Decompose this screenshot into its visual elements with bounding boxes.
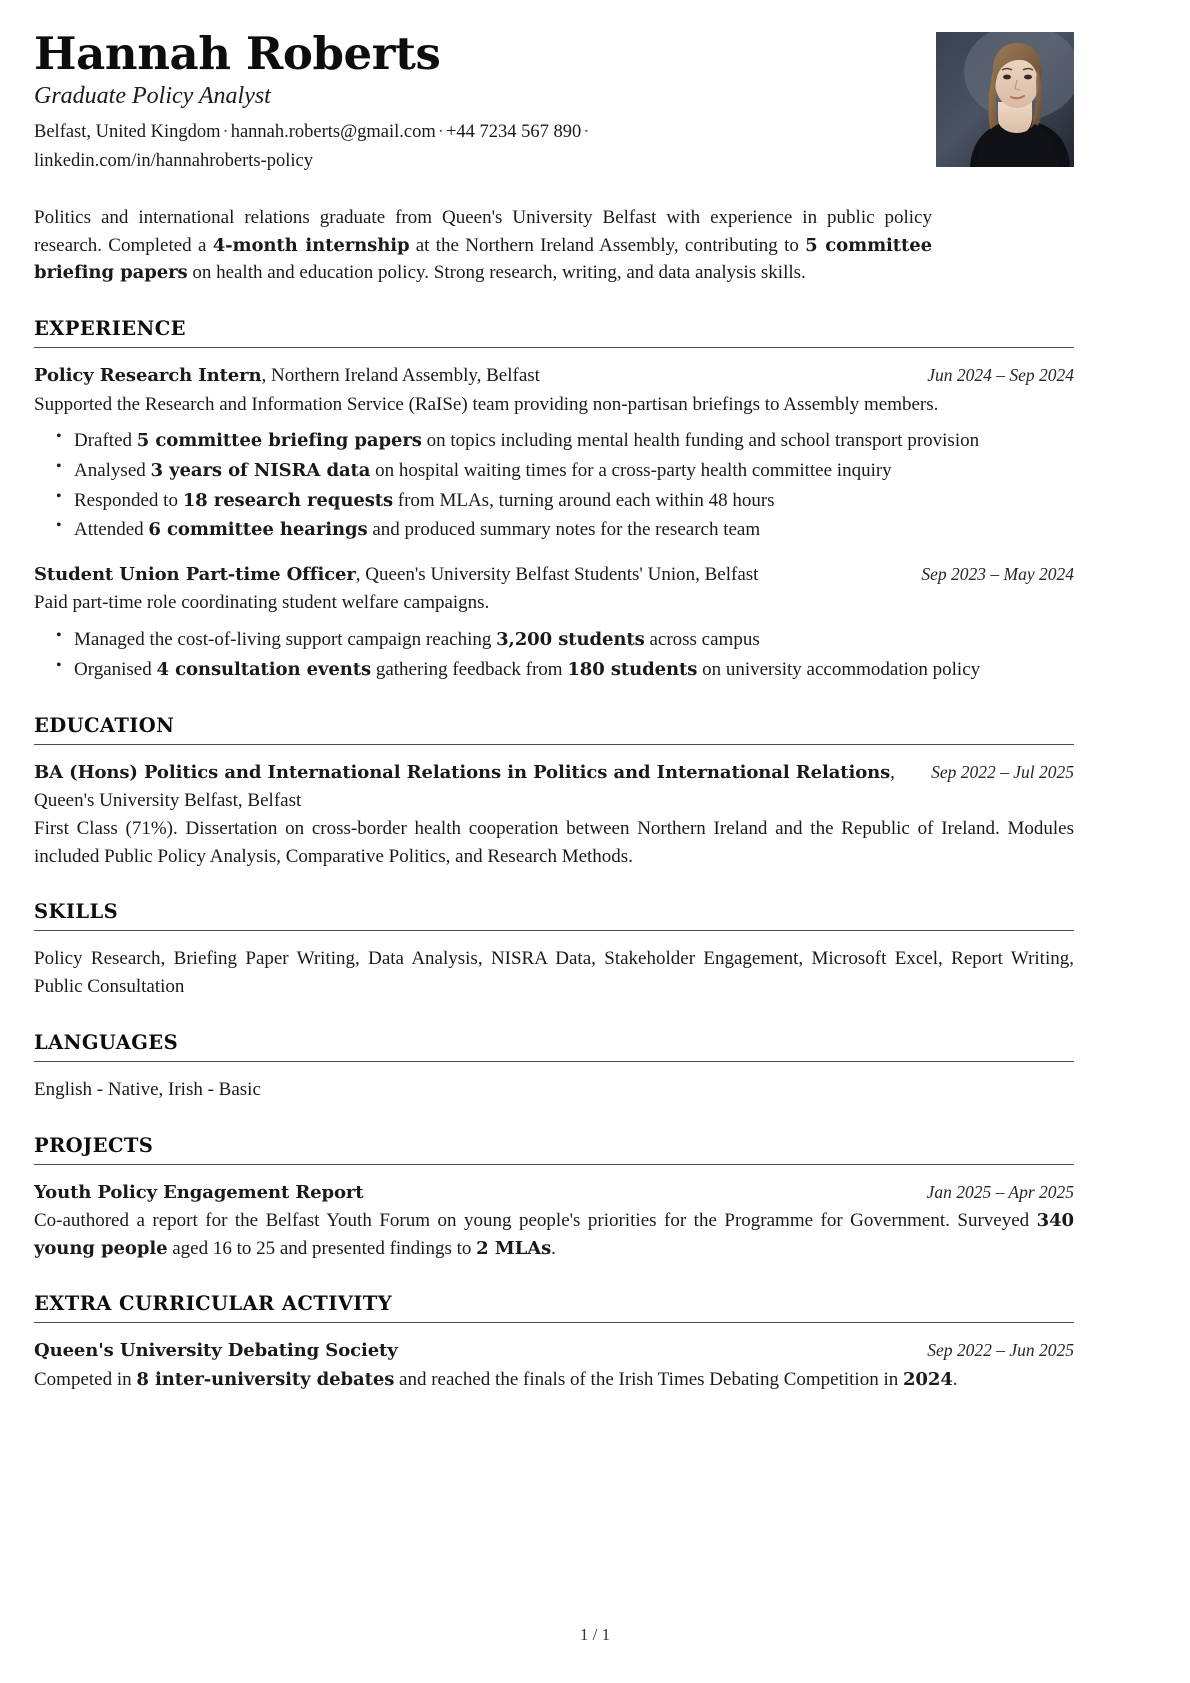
entry-title xyxy=(34,1179,909,1207)
contact-separator-2: · xyxy=(437,122,444,143)
body-text: from MLAs, turning around each within 48 hours xyxy=(393,489,775,511)
section-education xyxy=(34,714,1074,870)
emphasis-text: 2024 xyxy=(902,1368,953,1390)
section-divider xyxy=(34,930,1074,931)
emphasis-text: 6 committee hearings xyxy=(148,519,368,541)
body-text: Drafted xyxy=(74,430,137,452)
section-divider xyxy=(34,744,1074,745)
body-text: Responded to xyxy=(74,489,183,511)
body-text: at the Northern Ireland Assembly, contributing to xyxy=(409,234,806,256)
entry-header xyxy=(34,1337,1074,1365)
resume-header xyxy=(34,27,1074,180)
list-item xyxy=(56,456,1074,486)
section-languages xyxy=(34,1031,1074,1104)
entry-organisation: , Queen's University Belfast Students' Union, Belfast xyxy=(355,563,759,585)
emphasis-text: 5 committee briefing papers xyxy=(34,234,933,284)
list-item xyxy=(56,655,1074,685)
entry-date: Jan 2025 – Apr 2025 xyxy=(926,1181,1074,1202)
entry-header xyxy=(34,561,1074,589)
skills-text: Policy Research, Briefing Paper Writing, Data Analysis, NISRA Data, Stakeholder Engagement, Microsoft Excel, Report Writing, Public Consultation xyxy=(34,948,1074,998)
body-text: Competed in xyxy=(34,1368,137,1390)
entry-date: Sep 2022 – Jul 2025 xyxy=(931,762,1074,783)
section-divider xyxy=(34,1322,1074,1323)
section-divider xyxy=(34,1061,1074,1062)
section-experience xyxy=(34,317,1074,684)
contact-info xyxy=(34,118,734,174)
section-heading-education: EDUCATION xyxy=(34,714,175,738)
emphasis-text: 3 years of NISRA data xyxy=(150,459,371,481)
contact-phone[interactable]: +44 7234 567 890 xyxy=(445,122,582,143)
section-heading-projects: PROJECTS xyxy=(34,1133,154,1157)
professional-summary xyxy=(34,204,932,287)
emphasis-text: 18 research requests xyxy=(182,489,394,511)
body-text: Attended xyxy=(74,519,149,541)
body-text: across campus xyxy=(644,628,760,650)
entry-date: Sep 2022 – Jun 2025 xyxy=(927,1340,1074,1361)
list-item xyxy=(56,426,1074,456)
entry-description: First Class (71%). Dissertation on cross-border health cooperation between Northern Ireland and the Republic of Ireland. Modules included Public Policy Analysis, Comparative Politics, and Research Methods. xyxy=(34,818,1074,867)
entry xyxy=(34,1337,1074,1393)
emphasis-text: 8 inter-university debates xyxy=(136,1368,395,1390)
emphasis-text: 4 consultation events xyxy=(156,658,372,680)
section-projects xyxy=(34,1134,1074,1263)
entry-title xyxy=(34,1337,909,1365)
section-divider xyxy=(34,1164,1074,1165)
body-text: Managed the cost-of-living support campaign reaching xyxy=(74,628,497,650)
body-text: on university accommodation policy xyxy=(697,658,981,680)
body-text: on hospital waiting times for a cross-party health committee inquiry xyxy=(370,459,892,481)
contact-separator-1: · xyxy=(222,122,229,143)
entry-role: Student Union Part-time Officer xyxy=(34,563,356,585)
section-divider xyxy=(34,347,1074,348)
entry-bullet-list xyxy=(34,625,1074,684)
entry-role: BA (Hons) Politics and International Relations in Politics and International Relations xyxy=(34,762,891,784)
entry xyxy=(34,1179,1074,1263)
body-text: on topics including mental health funding and school transport provision xyxy=(421,430,980,452)
body-text: Analysed xyxy=(74,459,151,481)
section-heading-skills: SKILLS xyxy=(34,900,119,924)
entry-description: Supported the Research and Information Service (RaISe) team providing non-partisan briefings to Assembly members. xyxy=(34,393,939,415)
emphasis-text: 2 MLAs xyxy=(476,1237,552,1259)
entry-role: Policy Research Intern xyxy=(34,365,262,387)
body-text: Politics and international relations graduate from Queen's University Belfast with experience in public policy research. Completed a xyxy=(34,207,932,256)
entry-date: Sep 2023 – May 2024 xyxy=(921,563,1074,584)
emphasis-text: 3,200 students xyxy=(496,628,645,650)
profile-photo-icon xyxy=(936,32,1074,167)
section-skills xyxy=(34,900,1074,1000)
body-text: Organised xyxy=(74,658,157,680)
contact-linkedin[interactable]: linkedin.com/in/hannahroberts-policy xyxy=(34,150,313,171)
contact-email[interactable]: hannah.roberts@gmail.com xyxy=(230,122,436,143)
section-heading-languages: LANGUAGES xyxy=(34,1030,179,1054)
emphasis-text: 340 young people xyxy=(34,1210,1074,1259)
body-text: on health and education policy. Strong research, writing, and data analysis skills. xyxy=(187,262,806,284)
entry-role: Youth Policy Engagement Report xyxy=(34,1181,364,1203)
body-text: Co-authored a report for the Belfast Youth Forum on young people's priorities for the Programme for Government. Surveyed xyxy=(34,1210,1037,1232)
contact-separator-3: · xyxy=(583,122,590,143)
entry-header xyxy=(34,759,1074,814)
body-text: . xyxy=(952,1368,958,1390)
languages-text: English - Native, Irish - Basic xyxy=(34,1078,261,1100)
emphasis-text: 180 students xyxy=(567,658,698,680)
list-item xyxy=(56,625,1074,655)
body-text: aged 16 to 25 and presented findings to xyxy=(167,1237,477,1259)
entry-description: Paid part-time role coordinating student welfare campaigns. xyxy=(34,592,490,614)
entry-header xyxy=(34,1179,1074,1207)
body-text: gathering feedback from xyxy=(371,658,568,680)
body-text: and reached the finals of the Irish Times Debating Competition in xyxy=(394,1368,903,1390)
section-heading-extra-curricular-activity: EXTRA CURRICULAR ACTIVITY xyxy=(34,1292,393,1316)
header-text-block xyxy=(34,27,934,175)
body-text: and produced summary notes for the research team xyxy=(367,519,761,541)
entry xyxy=(34,759,1074,870)
page-indicator: 1 / 1 xyxy=(579,1625,611,1644)
section-extra-curricular-activity xyxy=(34,1292,1074,1393)
entry-organisation: , Queen's University Belfast, Belfast xyxy=(34,762,895,811)
job-title: Graduate Policy Analyst xyxy=(34,82,271,109)
contact-location: Belfast, United Kingdom xyxy=(34,122,221,143)
section-heading-experience: EXPERIENCE xyxy=(34,317,186,341)
entry-date: Jun 2024 – Sep 2024 xyxy=(927,365,1074,386)
resume-sections xyxy=(34,317,1074,1393)
list-item xyxy=(56,515,1074,545)
emphasis-text: 5 committee briefing papers xyxy=(136,430,422,452)
entry-title xyxy=(34,759,913,814)
body-text: . xyxy=(551,1237,556,1259)
entry-header xyxy=(34,362,1074,390)
entry xyxy=(34,362,1074,545)
page-title: Hannah Roberts xyxy=(34,27,441,80)
entry-description xyxy=(34,1366,1074,1394)
entry-bullet-list xyxy=(34,426,1074,545)
entry-role: Queen's University Debating Society xyxy=(34,1340,398,1362)
entry-description xyxy=(34,1207,1074,1262)
entry-title xyxy=(34,362,909,390)
entry xyxy=(34,561,1074,684)
entry-organisation: , Northern Ireland Assembly, Belfast xyxy=(261,365,540,387)
emphasis-text: 4-month internship xyxy=(212,234,410,256)
avatar xyxy=(936,32,1074,167)
entry-title xyxy=(34,561,903,589)
list-item xyxy=(56,486,1074,516)
